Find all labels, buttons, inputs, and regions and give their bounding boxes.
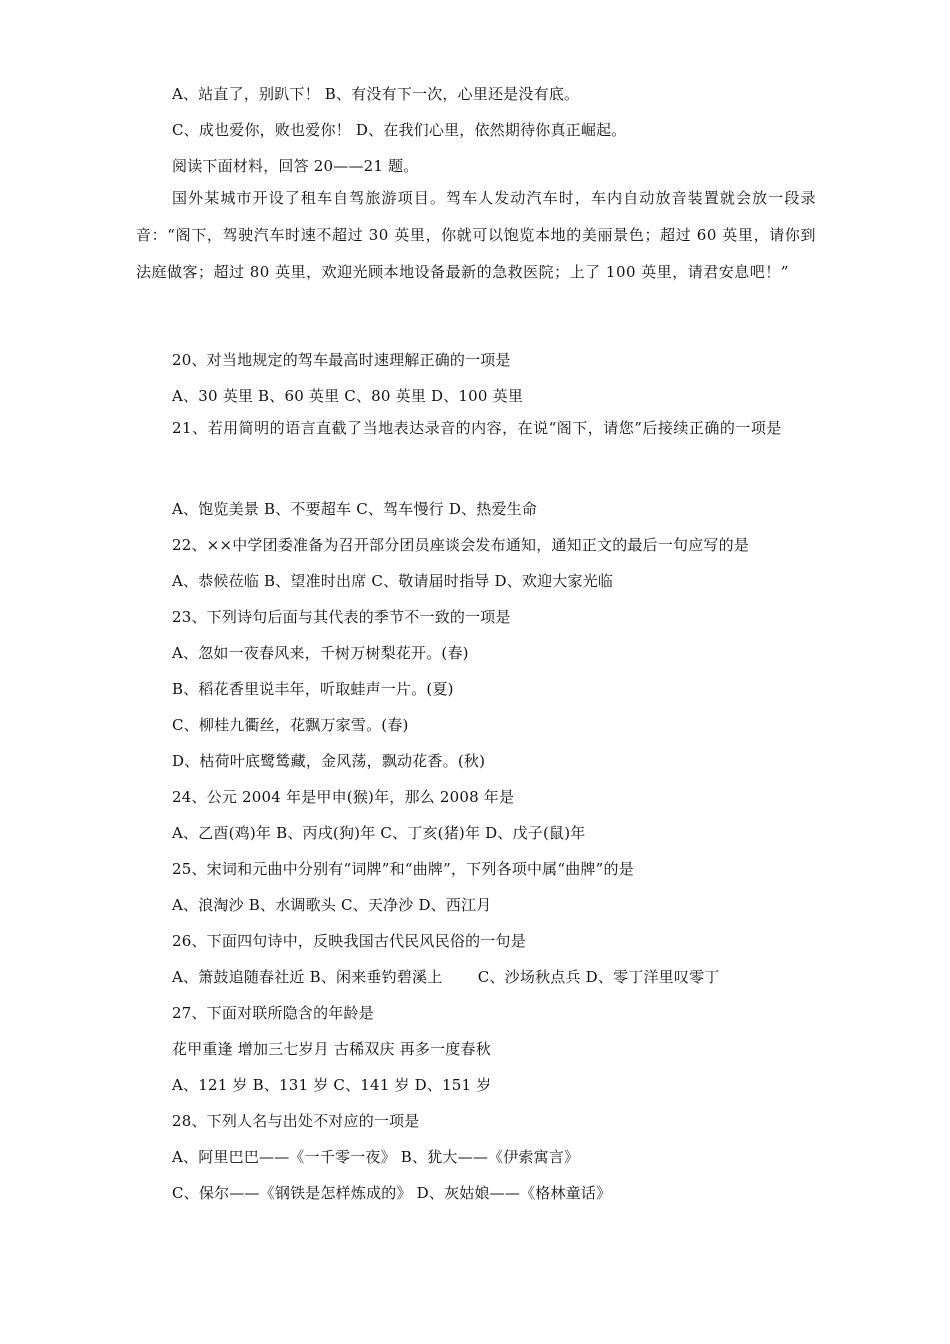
question-23-option-b: B、稻花香里说丰年，听取蛙声一片。(夏): [172, 680, 454, 698]
question-22: 22、××中学团委准备为召开部分团员座谈会发布通知，通知正文的最后一句应写的是: [172, 536, 750, 554]
question-25: 25、宋词和元曲中分别有“词牌”和“曲牌”，下列各项中属“曲牌”的是: [172, 860, 634, 878]
question-22-options: A、恭候莅临 B、望准时出席 C、敬请届时指导 D、欢迎大家光临: [172, 572, 614, 590]
question-20: 20、对当地规定的驾车最高时速理解正确的一项是: [172, 351, 511, 369]
question-24-options: A、乙酉(鸡)年 B、丙戌(狗)年 C、丁亥(猪)年 D、戊子(鼠)年: [172, 824, 586, 842]
question-23-option-a: A、忽如一夜春风来，千树万树梨花开。(春): [172, 644, 469, 662]
question-25-options: A、浪淘沙 B、水调歌头 C、天净沙 D、西江月: [172, 896, 492, 914]
question-28-options-cd: C、保尔——《钢铁是怎样炼成的》 D、灰姑娘——《格林童话》: [172, 1184, 612, 1202]
question-24: 24、公元 2004 年是甲申(猴)年，那么 2008 年是: [172, 788, 515, 806]
question-27-options: A、121 岁 B、131 岁 C、141 岁 D、151 岁: [172, 1076, 492, 1094]
question-26: 26、下面四句诗中，反映我国古代民风民俗的一句是: [172, 932, 526, 950]
q19-options-ab: A、站直了，别趴下！ B、有没有下一次，心里还是没有底。: [172, 85, 580, 103]
question-28: 28、下列人名与出处不对应的一项是: [172, 1112, 420, 1130]
question-20-options: A、30 英里 B、60 英里 C、80 英里 D、100 英里: [172, 387, 524, 405]
question-26-options: A、箫鼓追随春社近 B、闲来垂钓碧溪上 C、沙场秋点兵 D、零丁洋里叹零丁: [172, 968, 720, 986]
question-27-couplet: 花甲重逢 增加三七岁月 古稀双庆 再多一度春秋: [172, 1040, 491, 1058]
question-23-option-c: C、柳桂九衢丝，花飘万家雪。(春): [172, 716, 409, 734]
q19-options-cd: C、成也爱你，败也爱你！ D、在我们心里，依然期待你真正崛起。: [172, 121, 627, 139]
question-21: 21、若用简明的语言直截了当地表达录音的内容，在说“阁下，请您”后接续正确的一项是: [172, 419, 782, 437]
question-28-options-ab: A、阿里巴巴——《一千零一夜》 B、犹大——《伊索寓言》: [172, 1148, 580, 1166]
reading-passage: 国外某城市开设了租车自驾旅游项目。驾车人发动汽车时，车内自动放音装置就会放一段录音：“阁下，驾驶汽车时速不超过 30 英里，你就可以饱览本地的美丽景色；超过 60 英里，请你到法庭做客；超过 80 英里，欢迎光顾本地设备最新的急救医院；上了 100 英里，请君安息吧！”: [136, 189, 816, 281]
question-23: 23、下列诗句后面与其代表的季节不一致的一项是: [172, 608, 511, 626]
question-27: 27、下面对联所隐含的年龄是: [172, 1004, 374, 1022]
reading-instruction: 阅读下面材料，回答 20——21 题。: [172, 157, 419, 175]
question-21-options: A、饱览美景 B、不要超车 C、驾车慢行 D、热爱生命: [172, 500, 538, 518]
question-23-option-d: D、枯荷叶底鹭鸶藏，金风荡，飘动花香。(秋): [172, 752, 486, 770]
